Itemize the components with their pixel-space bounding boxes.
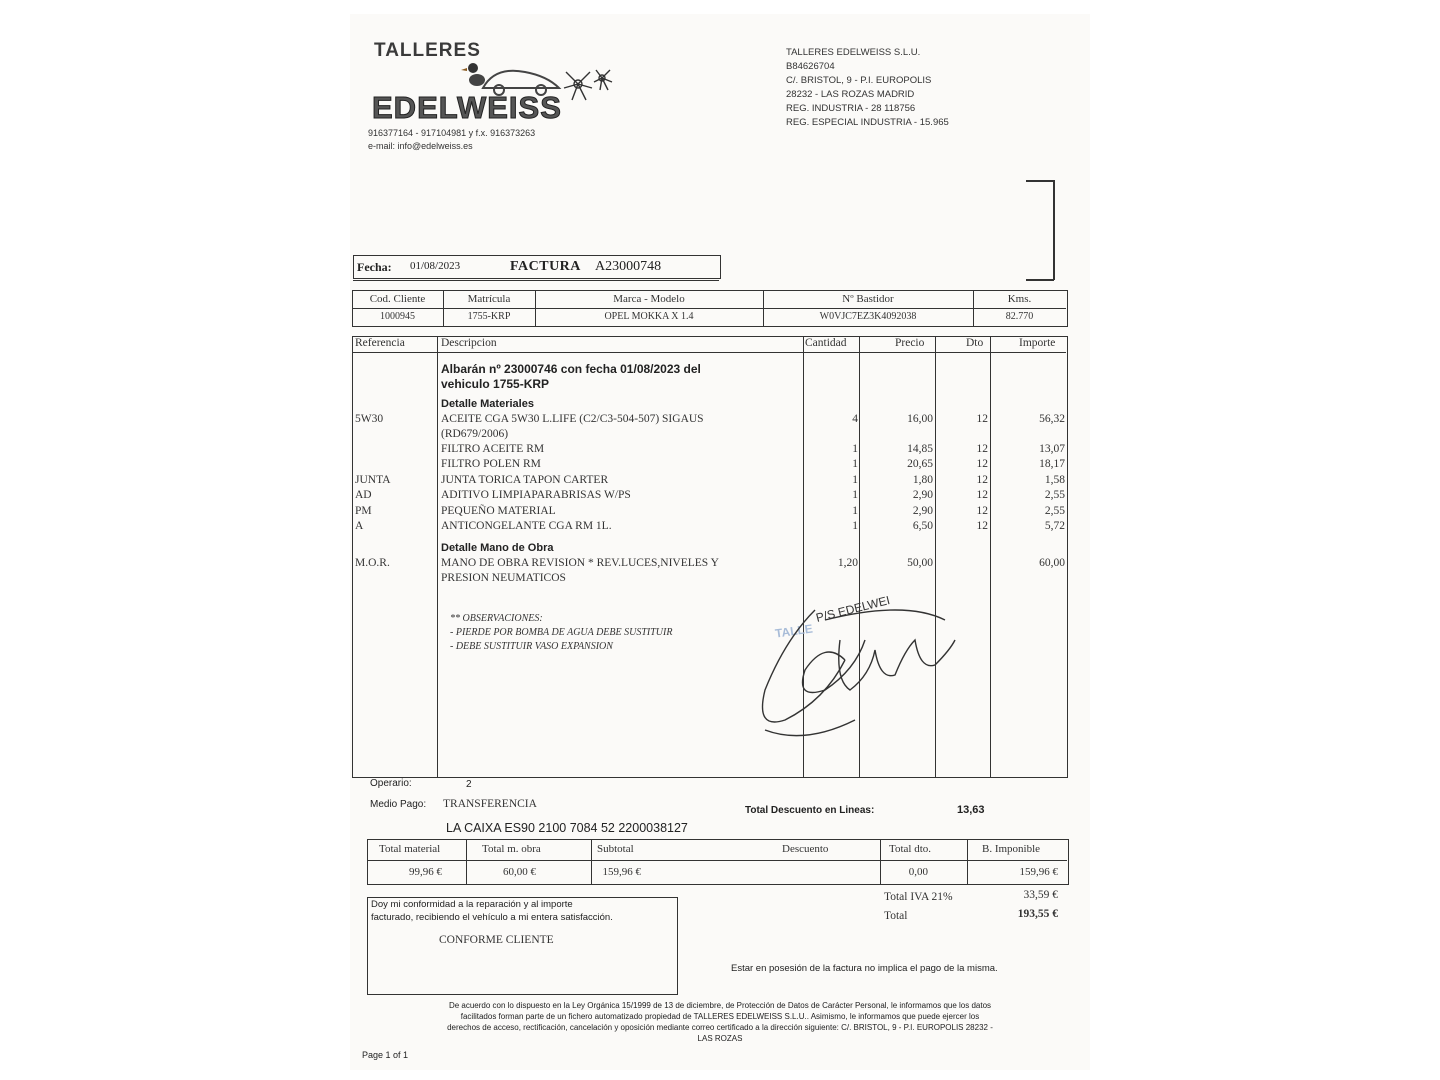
item-price: 20,65	[907, 458, 933, 470]
bank-account: LA CAIXA ES90 2100 7084 52 2200038127	[446, 821, 688, 835]
materials-heading: Detalle Materiales	[441, 398, 534, 410]
vehicle-modelo: OPEL MOKKA X 1.4	[604, 311, 694, 322]
total-descuento-value: 13,63	[957, 804, 985, 816]
item-dto: 12	[976, 443, 988, 455]
item-ref: AD	[355, 489, 372, 501]
labor-qty: 1,20	[837, 557, 858, 569]
fecha-label: Fecha:	[357, 260, 392, 274]
company-phones: 916377164 - 917104981 y f.x. 916373263	[368, 128, 536, 138]
iva-label: Total IVA 21%	[884, 891, 953, 903]
item-ref: A	[355, 520, 364, 532]
total-material-value: 99,96 €	[409, 866, 442, 878]
item-price: 14,85	[907, 443, 933, 455]
item-qty: 1	[852, 458, 858, 470]
item-amount: 56,32	[1039, 413, 1065, 425]
totals-header-subtotal: Subtotal	[597, 843, 634, 855]
signature-icon	[745, 580, 975, 760]
totals-header-mano-obra: Total m. obra	[482, 843, 541, 855]
item-price: 2,90	[912, 505, 933, 517]
total-descuento-label: Total Descuento en Lineas:	[745, 805, 875, 816]
item-desc: PEQUEÑO MATERIAL	[441, 505, 556, 517]
company-address-1: C/. BRISTOL, 9 - P.I. EUROPOLIS	[786, 75, 932, 86]
totals-header-descuento: Descuento	[782, 843, 829, 855]
vehicle-bastidor: W0VJC7EZ3K4092038	[819, 311, 917, 322]
item-amount: 13,07	[1039, 443, 1065, 455]
item-desc: FILTRO POLEN RM	[441, 458, 541, 470]
conformity-text-1: Doy mi conformidad a la reparación y al importe	[371, 899, 573, 910]
item-dto: 12	[976, 489, 988, 501]
items-header-importe: Importe	[1019, 337, 1056, 349]
item-ref: PM	[355, 505, 372, 517]
item-ref: 5W30	[355, 413, 384, 425]
items-header-referencia: Referencia	[355, 337, 405, 349]
item-qty: 1	[852, 443, 858, 455]
item-qty: 1	[852, 489, 858, 501]
observacion-item: - DEBE SUSTITUIR VASO EXPANSION	[450, 641, 613, 652]
item-amount: 5,72	[1044, 520, 1065, 532]
item-desc: JUNTA TORICA TAPON CARTER	[441, 474, 609, 486]
subtotal-value: 159,96 €	[602, 866, 641, 878]
items-header-descripcion: Descripcion	[441, 337, 497, 349]
labor-ref: M.O.R.	[355, 557, 390, 569]
imponible-value: 159,96 €	[1019, 866, 1058, 878]
logo-talleres-text: TALLERES	[374, 40, 481, 61]
item-price: 16,00	[907, 413, 933, 425]
total-dto-value: 0,00	[908, 866, 928, 878]
item-amount: 1,58	[1044, 474, 1065, 486]
item-amount: 2,55	[1044, 505, 1065, 517]
item-desc-2: (RD679/2006)	[441, 428, 509, 440]
item-desc: ACEITE CGA 5W30 L.LIFE (C2/C3-504-507) SIGAUS	[441, 413, 704, 425]
vehicle-cliente: 1000945	[380, 311, 415, 322]
invoice-number: A23000748	[595, 259, 662, 274]
conformity-text-2: facturado, recibiendo el vehículo a mi entera satisfacción.	[371, 912, 613, 923]
vehicle-matricula: 1755-KRP	[467, 311, 511, 322]
company-legal-block	[786, 46, 949, 130]
edelweiss-flower-icon	[556, 62, 622, 106]
company-reg-especial: REG. ESPECIAL INDUSTRIA - 15.965	[786, 117, 949, 128]
vehicle-header-kms: Kms.	[1007, 293, 1032, 305]
item-dto: 12	[976, 520, 988, 532]
legal-line: LAS ROZAS	[697, 1034, 743, 1043]
company-email: e-mail: info@edelweiss.es	[368, 141, 473, 151]
item-desc: ANTICONGELANTE CGA RM 1L.	[441, 520, 612, 532]
item-dto: 12	[976, 505, 988, 517]
legal-line: facilitados forman parte de un fichero automatizado propiedad de TALLERES EDELWEISS S.L.U.. Asimismo, le informamos que puede ejercer los	[460, 1012, 980, 1021]
item-qty: 1	[852, 505, 858, 517]
item-qty: 1	[852, 520, 858, 532]
operario-label: Operario:	[370, 778, 412, 789]
legal-line: derechos de acceso, rectificación, cancelación y oposición mediante correo certificado a la dirección siguiente: C/. BRISTOL, 9 - P.I. EUROPOLIS 28232 -	[447, 1023, 993, 1032]
item-desc: FILTRO ACEITE RM	[441, 443, 545, 455]
labor-desc: MANO DE OBRA REVISION * REV.LUCES,NIVELES Y	[441, 557, 719, 569]
total-mano-obra-value: 60,00 €	[503, 866, 536, 878]
vehicle-header-matricula: Matrícula	[467, 293, 511, 305]
item-dto: 12	[976, 458, 988, 470]
company-legal-name: TALLERES EDELWEISS S.L.U.	[786, 47, 921, 58]
item-price: 2,90	[912, 489, 933, 501]
item-price: 1,80	[912, 474, 933, 486]
item-ref: JUNTA	[355, 474, 391, 486]
labor-heading: Detalle Mano de Obra	[441, 542, 554, 554]
conforme-cliente-label: CONFORME CLIENTE	[439, 934, 554, 946]
vehicle-kms: 82.770	[1005, 311, 1034, 322]
albaran-line-1: Albarán nº 23000746 con fecha 01/08/2023 del	[441, 362, 701, 376]
logo-edelweiss-text: EDELWEISS	[372, 90, 562, 125]
invoice-date: 01/08/2023	[410, 260, 461, 272]
item-desc: ADITIVO LIMPIAPARABRISAS W/PS	[441, 489, 631, 501]
total-value: 193,55 €	[1017, 908, 1058, 920]
legal-notice	[355, 1000, 1085, 1044]
totals-table	[367, 839, 1069, 885]
labor-desc-2: PRESION NEUMATICOS	[441, 572, 566, 584]
company-address-2: 28232 - LAS ROZAS MADRID	[786, 89, 915, 100]
company-reg-industria: REG. INDUSTRIA - 28 118756	[786, 103, 916, 114]
vehicle-header-bastidor: Nº Bastidor	[842, 293, 894, 305]
iva-value: 33,59 €	[1023, 889, 1058, 901]
item-amount: 18,17	[1039, 458, 1065, 470]
item-qty: 1	[852, 474, 858, 486]
stamp-top-text: P/S EDELWEI	[814, 593, 892, 625]
medio-pago-value: TRANSFERENCIA	[443, 798, 537, 810]
item-qty: 4	[852, 413, 858, 425]
page-number: Page 1 of 1	[362, 1050, 409, 1060]
item-amount: 2,55	[1044, 489, 1065, 501]
item-dto: 12	[976, 474, 988, 486]
item-dto: 12	[976, 413, 988, 425]
albaran-line-2: vehiculo 1755-KRP	[441, 377, 550, 391]
totals-header-total-dto: Total dto.	[889, 843, 932, 855]
stamp-left-text: TALLE	[774, 621, 814, 641]
items-header-precio: Precio	[895, 337, 925, 349]
labor-amount: 60,00	[1039, 557, 1065, 569]
total-label: Total	[884, 910, 908, 922]
company-cif: B84626704	[786, 61, 835, 72]
legal-line: De acuerdo con lo dispuesto en la Ley Orgánica 15/1999 de 13 de diciembre, de Protección de Datos de Carácter Personal, le informamos que los datos	[448, 1001, 992, 1010]
observaciones-title: ** OBSERVACIONES:	[450, 613, 543, 624]
items-header-dto: Dto	[966, 337, 984, 349]
labor-price: 50,00	[907, 557, 933, 569]
vehicle-header-modelo: Marca - Modelo	[613, 293, 685, 305]
totals-header-material: Total material	[379, 843, 441, 855]
items-header-cantidad: Cantidad	[805, 337, 847, 349]
observacion-item: - PIERDE POR BOMBA DE AGUA DEBE SUSTITUIR	[450, 627, 673, 638]
totals-header-imponible: B. Imponible	[982, 843, 1041, 855]
invoice-title: FACTURA	[510, 259, 581, 274]
item-price: 6,50	[912, 520, 933, 532]
operario-value: 2	[466, 779, 472, 790]
medio-pago-label: Medio Pago:	[370, 799, 427, 810]
payment-notice: Estar en posesión de la factura no implica el pago de la misma.	[731, 963, 998, 974]
vehicle-header-cliente: Cod. Cliente	[369, 293, 426, 305]
